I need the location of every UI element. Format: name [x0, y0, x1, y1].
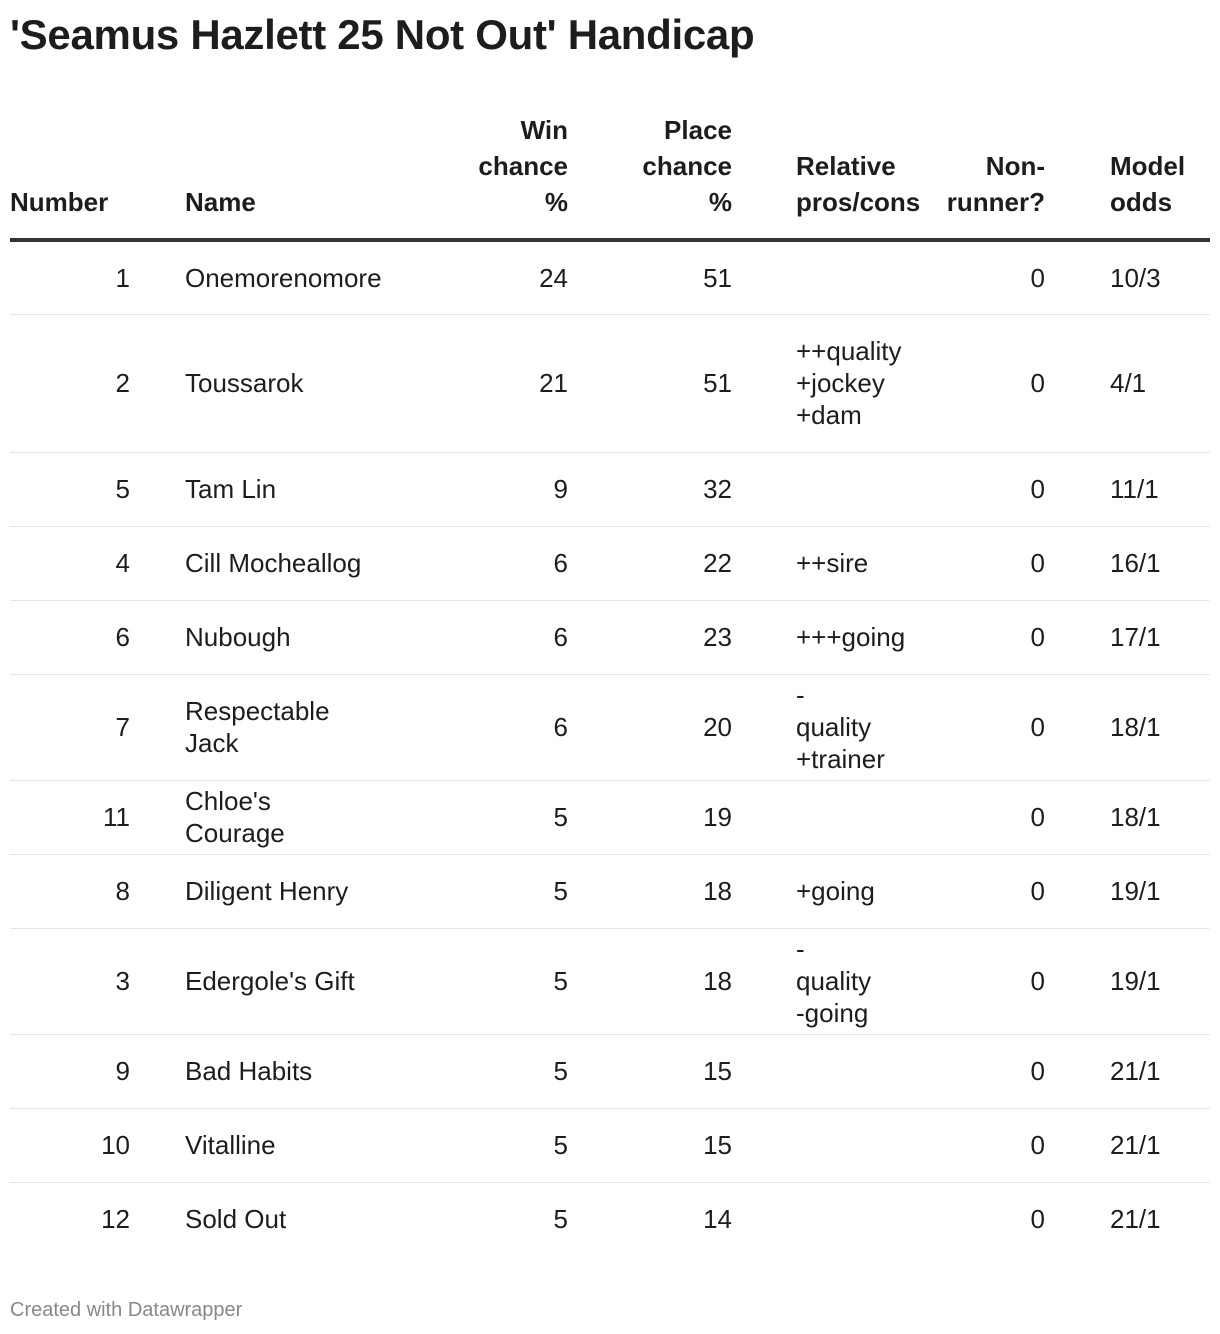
table-row [10, 1108, 1210, 1182]
column-header-relative-label: Relative pros/cons [796, 151, 921, 217]
cell-number: 9 [10, 1034, 130, 1108]
cell-relative [732, 780, 872, 854]
cell-relative: -quality -going [732, 928, 872, 1034]
cell-number: 5 [10, 452, 130, 526]
table-row [10, 780, 1210, 854]
cell-non-runner: 0 [872, 526, 1045, 600]
cell-name: Respectable Jack [130, 674, 368, 780]
table-row [10, 1182, 1210, 1256]
data-table [10, 112, 1210, 1256]
table-row [10, 526, 1210, 600]
cell-non-runner: 0 [872, 1108, 1045, 1182]
cell-place-chance: 14 [703, 1204, 732, 1235]
cell-name: Nubough [130, 600, 368, 674]
cell-place-chance: 19 [568, 780, 732, 854]
cell-name: Bad Habits [130, 1034, 368, 1108]
cell-non-runner: 0 [872, 600, 1045, 674]
data-table-container [10, 112, 1210, 1256]
cell-place-chance: 51 [568, 240, 732, 314]
cell-place-chance: 15 [568, 1108, 732, 1182]
cell-name: Onemorenomore [130, 240, 368, 314]
column-header-place-chance-label: Place chance % [642, 115, 732, 217]
cell-relative: ++quality +jockey +dam [732, 314, 872, 452]
cell-number: 8 [10, 854, 130, 928]
table-row [10, 928, 1210, 1034]
cell-place-chance: 22 [568, 526, 732, 600]
cell-place-chance: 18 [568, 928, 732, 1034]
cell-win-chance: 6 [368, 674, 568, 780]
cell-model-odds: 19/1 [1045, 928, 1210, 1034]
cell-model-odds: 4/1 [1045, 314, 1210, 452]
chart-title: 'Seamus Hazlett 25 Not Out' Handicap [10, 11, 755, 58]
cell-relative [732, 452, 872, 526]
cell-non-runner: 0 [872, 780, 1045, 854]
cell-win-chance: 6 [368, 600, 568, 674]
table-row [10, 314, 1210, 452]
cell-model-odds: 19/1 [1045, 854, 1210, 928]
cell-model-odds: 18/1 [1045, 674, 1210, 780]
cell-win-chance: 5 [368, 1108, 568, 1182]
column-header-win-chance[interactable] [368, 112, 568, 240]
cell-model-odds: 11/1 [1045, 452, 1210, 526]
cell-non-runner: 0 [1030, 1204, 1045, 1235]
column-header-non-runner-label: Non-runner? [946, 151, 1045, 217]
cell-win-chance: 5 [553, 1204, 568, 1235]
cell-model-odds: 21/1 [1045, 1108, 1210, 1182]
cell-model-odds: 10/3 [1045, 240, 1210, 314]
cell-non-runner: 0 [872, 674, 1045, 780]
column-header-model-odds[interactable] [1045, 112, 1210, 240]
cell-relative: ++sire [732, 526, 872, 600]
table-row [10, 452, 1210, 526]
cell-non-runner: 0 [872, 240, 1045, 314]
cell-non-runner: 0 [872, 452, 1045, 526]
cell-number: 1 [10, 240, 130, 314]
cell-name: Cill Mocheallog [130, 526, 368, 600]
footer-credit: Created with Datawrapper [10, 1299, 243, 1321]
cell-relative: +++going [732, 600, 872, 674]
cell-place-chance: 20 [568, 674, 732, 780]
table-row [10, 854, 1210, 928]
column-header-relative[interactable] [732, 112, 921, 240]
column-header-place-chance[interactable] [568, 112, 732, 240]
cell-model-odds: 17/1 [1045, 600, 1210, 674]
cell-name: Chloe's Courage [130, 780, 368, 854]
cell-non-runner: 0 [872, 854, 1045, 928]
column-header-name[interactable]: Name [130, 112, 368, 240]
cell-relative [732, 1108, 872, 1182]
cell-place-chance: 51 [568, 314, 732, 452]
cell-name: Vitalline [130, 1108, 368, 1182]
column-header-number[interactable]: Number [10, 112, 130, 240]
column-header-model-odds-label: Model odds [1110, 151, 1186, 217]
cell-model-odds: 16/1 [1045, 526, 1210, 600]
cell-number: 2 [10, 314, 130, 452]
table-row [10, 240, 1210, 314]
cell-place-chance: 15 [568, 1034, 732, 1108]
table-header-row [10, 112, 1210, 240]
cell-win-chance: 24 [368, 240, 568, 314]
cell-non-runner: 0 [872, 314, 1045, 452]
cell-name: Edergole's Gift [130, 928, 368, 1034]
cell-place-chance: 18 [568, 854, 732, 928]
cell-name: Sold Out [185, 1204, 287, 1235]
cell-number: 3 [10, 928, 130, 1034]
cell-win-chance: 9 [368, 452, 568, 526]
cell-place-chance: 23 [568, 600, 732, 674]
cell-model-odds: 18/1 [1045, 780, 1210, 854]
cell-place-chance: 32 [568, 452, 732, 526]
cell-model-odds: 21/1 [1045, 1034, 1210, 1108]
table-row [10, 1034, 1210, 1108]
cell-number: 4 [10, 526, 130, 600]
cell-number: 12 [101, 1204, 130, 1235]
cell-win-chance: 5 [368, 1034, 568, 1108]
cell-model-odds: 21/1 [1110, 1204, 1161, 1235]
cell-number: 7 [10, 674, 130, 780]
cell-win-chance: 5 [368, 928, 568, 1034]
cell-name: Tam Lin [130, 452, 368, 526]
cell-relative [732, 1034, 872, 1108]
cell-relative: +going [732, 854, 872, 928]
cell-non-runner: 0 [872, 1034, 1045, 1108]
cell-relative [732, 240, 872, 314]
cell-number: 6 [10, 600, 130, 674]
cell-number: 11 [10, 780, 130, 854]
cell-relative [732, 1182, 872, 1256]
table-row [10, 600, 1210, 674]
cell-win-chance: 5 [368, 854, 568, 928]
cell-name: Toussarok [130, 314, 368, 452]
table-body [10, 240, 1210, 1256]
column-header-win-chance-label: Win chance % [478, 115, 568, 217]
table-row [10, 674, 1210, 780]
cell-name: Diligent Henry [130, 854, 368, 928]
cell-win-chance: 5 [368, 780, 568, 854]
cell-relative: -quality +trainer [732, 674, 872, 780]
cell-win-chance: 21 [368, 314, 568, 452]
cell-number: 10 [10, 1108, 130, 1182]
cell-win-chance: 6 [368, 526, 568, 600]
cell-non-runner: 0 [872, 928, 1045, 1034]
